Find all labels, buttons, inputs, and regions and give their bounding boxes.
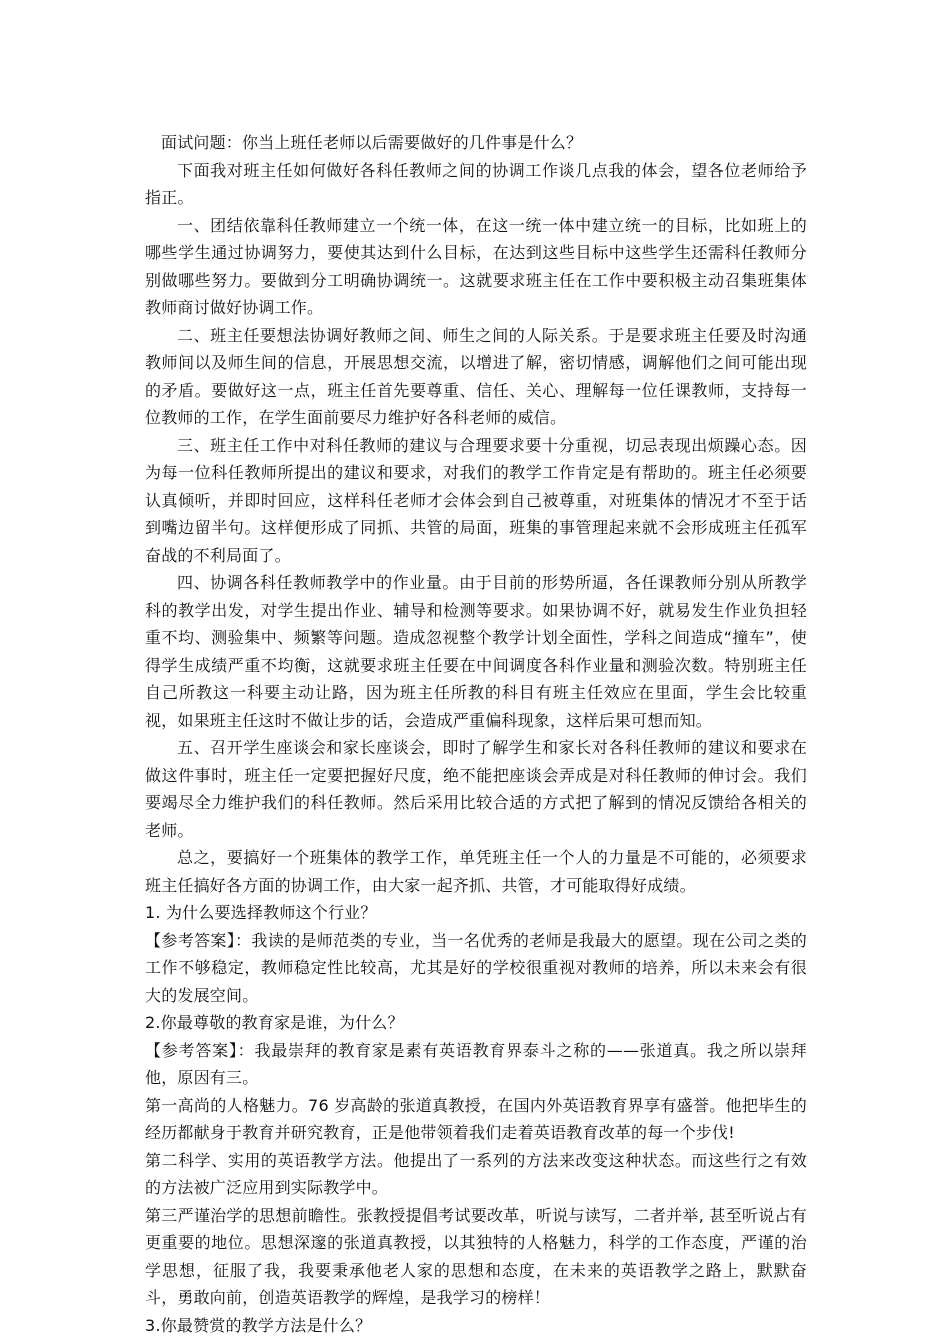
question-two: 2.你最尊敬的教育家是谁，为什么？ [145, 1013, 404, 1032]
question-one: 1. 为什么要选择教师这个行业？ [145, 903, 377, 922]
answer-two-reason-one: 第一高尚的人格魅力。76 岁高龄的张道真教授，在国内外英语教育界享有盛誉。他把毕生的经历都献身于教育并研究教育，正是他带领着我们走着英语教育改革的每一个步伐! [145, 1095, 807, 1142]
point-five-paragraph: 五、召开学生座谈会和家长座谈会，即时了解学生和家长对各科任教师的建议和要求在做这件事时，班主任一定要把握好尺度，绝不能把座谈会弄成是对科任教师的伸讨会。我们要竭尽全力维护我们的科任教师。然后采用比较合适的方式把了解到的情况反馈给各相关的老师。 [145, 738, 807, 840]
answer-two-reason-three: 第三严谨治学的思想前瞻性。张教授提倡考试要改革，听说与读写，二者并举, 甚至听说占有更重要的地位。思想深邃的张道真教授，以其独特的人格魅力，科学的工作态度，严谨的治学思想，征服了我，我要秉承他老人家的思想和态度，在未来的英语教学之路上，默默奋斗，勇敢向前，创造英语教学的辉煌，是我学习的榜样！ [145, 1205, 807, 1307]
interview-question-heading: 面试问题：你当上班任老师以后需要做好的几件事是什么？ [161, 133, 583, 152]
document-body [145, 129, 807, 1339]
answer-two-intro: 【参考答案】：我最崇拜的教育家是素有英语教育界泰斗之称的——张道真。我之所以崇拜他，原因有三。 [145, 1040, 807, 1087]
question-three: 3.你最赞赏的教学方法是什么？ [145, 1315, 372, 1335]
point-one-paragraph: 一、团结依靠科任教师建立一个统一体，在这一统一体中建立统一的目标，比如班上的哪些学生通过协调努力，要使其达到什么目标，在达到这些目标中这些学生还需科任教师分别做哪些努力。要做到分工明确协调统一。这就要求班主任在工作中要积极主动召集班集体教师商讨做好协调工作。 [145, 215, 807, 317]
point-two-paragraph: 二、班主任要想法协调好教师之间、师生之间的人际关系。于是要求班主任要及时沟通教师间以及师生间的信息，开展思想交流，以增进了解，密切情感，调解他们之间可能出现的矛盾。要做好这一点，班主任首先要尊重、信任、关心、理解每一位任课教师，支持每一位教师的工作，在学生面前要尽力维护好各科老师的威信。 [145, 325, 807, 427]
answer-one: 【参考答案】：我读的是师范类的专业，当一名优秀的老师是我最大的愿望。现在公司之类的工作不够稳定，教师稳定性比较高，尤其是好的学校很重视对教师的培养，所以未来会有很大的发展空间。 [145, 930, 807, 1005]
point-three-paragraph: 三、班主任工作中对科任教师的建议与合理要求要十分重视，切忌表现出烦躁心态。因为每一位科任教师所提出的建议和要求，对我们的教学工作肯定是有帮助的。班主任必须要认真倾听，并即时回应，这样科任老师才会体会到自己被尊重，对班集体的情况才不至于话到嘴边留半句。这样便形成了同抓、共管的局面，班集的事管理起来就不会形成班主任孤军奋战的不利局面了。 [145, 435, 807, 565]
summary-paragraph: 总之，要搞好一个班集体的教学工作，单凭班主任一个人的力量是不可能的，必须要求班主任搞好各方面的协调工作，由大家一起齐抓、共管，才可能取得好成绩。 [145, 848, 807, 895]
answer-two-reason-two: 第二科学、实用的英语教学方法。他提出了一系列的方法来改变这种状态。而这些行之有效的方法被广泛应用到实际教学中。 [145, 1150, 807, 1197]
point-four-paragraph: 四、协调各科任教师教学中的作业量。由于目前的形势所逼，各任课教师分别从所教学科的教学出发，对学生提出作业、辅导和检测等要求。如果协调不好，就易发生作业负担轻重不均、测验集中、频繁等问题。造成忽视整个教学计划全面性，学科之间造成“撞车”，使得学生成绩严重不均衡，这就要求班主任要在中间调度各科作业量和测验次数。特别班主任自己所教这一科要主动让路，因为班主任所教的科目有班主任效应在里面，学生会比较重视，如果班主任这时不做让步的话，会造成严重偏科现象，这样后果可想而知。 [145, 573, 807, 730]
intro-paragraph: 下面我对班主任如何做好各科任教师之间的协调工作谈几点我的体会，望各位老师给予指正。 [145, 160, 807, 207]
